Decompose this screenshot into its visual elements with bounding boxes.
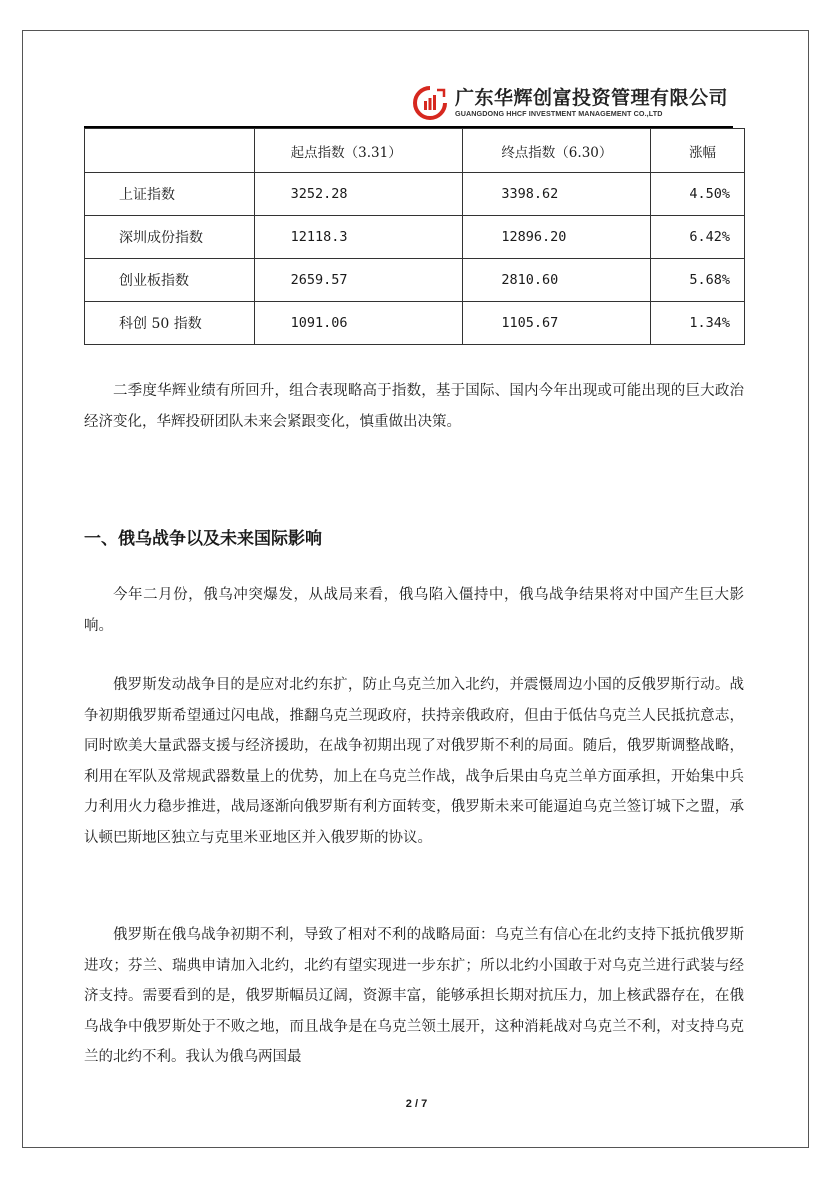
company-logo-icon bbox=[413, 86, 447, 120]
table-row bbox=[85, 259, 745, 302]
index-table bbox=[84, 128, 745, 345]
index-name: 创业板指数 bbox=[85, 259, 255, 302]
end-value: 1105.67 bbox=[463, 302, 651, 345]
table-header-cell: 起点指数（3.31） bbox=[254, 129, 463, 173]
start-value: 2659.57 bbox=[254, 259, 463, 302]
table-header-cell: 终点指数（6.30） bbox=[463, 129, 651, 173]
body-paragraph-3: 俄罗斯在俄乌战争初期不利，导致了相对不利的战略局面：乌克兰有信心在北约支持下抵抗俄罗斯进攻；芬兰、瑞典申请加入北约，北约有望实现进一步东扩；所以北约小国敢于对乌克兰进行武装与经济支持。需要看到的是，俄罗斯幅员辽阔，资源丰富，能够承担长期对抗压力，加上核武器存在，在俄乌战争中俄罗斯处于不败之地，而且战争是在乌克兰领土展开，这种消耗战对乌克兰不利，对支持乌克兰的北约不利。我认为俄乌两国最 bbox=[84, 927, 744, 1065]
end-value: 2810.60 bbox=[463, 259, 651, 302]
summary-paragraph: 二季度华辉业绩有所回升，组合表现略高于指数，基于国际、国内今年出现或可能出现的巨大政治经济变化，华辉投研团队未来会紧跟变化，慎重做出决策。 bbox=[84, 383, 744, 430]
end-value: 3398.62 bbox=[463, 173, 651, 216]
change-value: 1.34% bbox=[651, 302, 745, 345]
start-value: 1091.06 bbox=[254, 302, 463, 345]
start-value: 12118.3 bbox=[254, 216, 463, 259]
company-name-en: GUANGDONG HHCF INVESTMENT MANAGEMENT CO.,LTD bbox=[455, 109, 663, 118]
table-header-row bbox=[85, 129, 745, 173]
change-value: 6.42% bbox=[651, 216, 745, 259]
index-name: 上证指数 bbox=[85, 173, 255, 216]
end-value: 12896.20 bbox=[463, 216, 651, 259]
company-name-cn: 广东华辉创富投资管理有限公司 bbox=[455, 87, 729, 109]
table-row bbox=[85, 216, 745, 259]
index-name: 深圳成份指数 bbox=[85, 216, 255, 259]
table-row bbox=[85, 302, 745, 345]
page-number: 2 / 7 bbox=[405, 1098, 428, 1110]
change-value: 5.68% bbox=[651, 259, 745, 302]
table-row bbox=[85, 173, 745, 216]
body-paragraph-1: 今年二月份，俄乌冲突爆发，从战局来看，俄乌陷入僵持中，俄乌战争结果将对中国产生巨大影响。 bbox=[84, 587, 744, 634]
section-heading: 一、俄乌战争以及未来国际影响 bbox=[84, 529, 322, 549]
body-paragraph-2: 俄罗斯发动战争目的是应对北约东扩，防止乌克兰加入北约，并震慑周边小国的反俄罗斯行动。战争初期俄罗斯希望通过闪电战，推翻乌克兰现政府，扶持亲俄政府，但由于低估乌克兰人民抵抗意志，同时欧美大量武器支援与经济援助，在战争初期出现了对俄罗斯不利的局面。随后，俄罗斯调整战略，利用在军队及常规武器数量上的优势，加上在乌克兰作战，战争后果由乌克兰单方面承担，开始集中兵力利用火力稳步推进，战局逐渐向俄罗斯有利方面转变，俄罗斯未来可能逼迫乌克兰签订城下之盟，承认顿巴斯地区独立与克里米亚地区并入俄罗斯的协议。 bbox=[84, 677, 744, 846]
table-header-cell: 涨幅 bbox=[651, 129, 745, 173]
table-header-cell bbox=[85, 129, 255, 173]
change-value: 4.50% bbox=[651, 173, 745, 216]
start-value: 3252.28 bbox=[254, 173, 463, 216]
index-name: 科创 50 指数 bbox=[85, 302, 255, 345]
company-logo bbox=[413, 86, 728, 120]
